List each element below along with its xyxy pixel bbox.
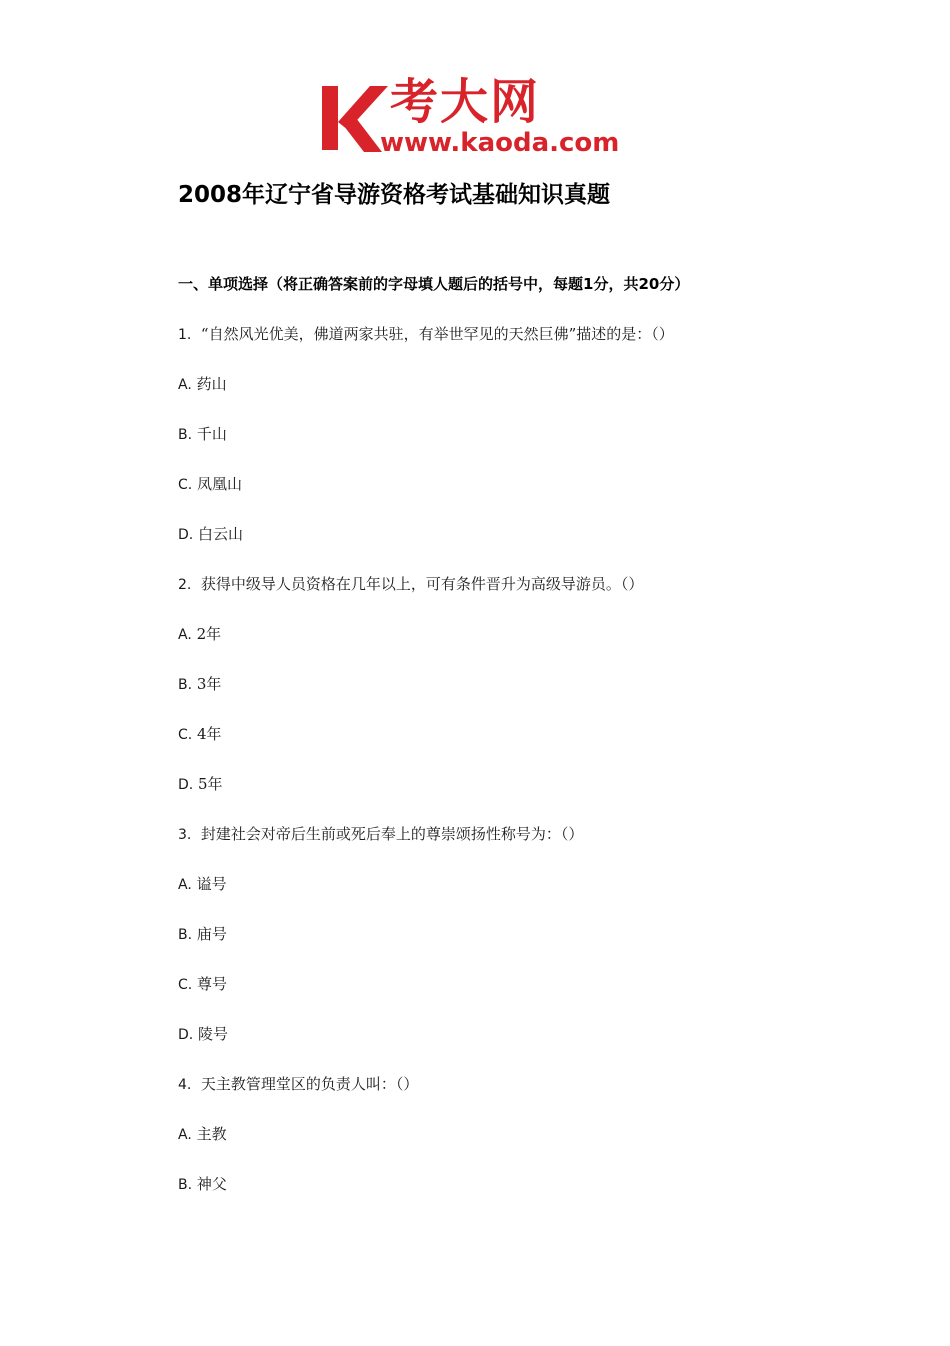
question-line — [178, 820, 878, 870]
option-label: B. — [178, 1177, 193, 1193]
option-line — [178, 670, 878, 720]
option-line — [178, 1170, 878, 1220]
option-label: D. — [178, 527, 194, 543]
section-heading: 一、单项选择（将正确答案前的字母填人题后的括号中，每题1分，共20分） — [178, 275, 690, 293]
logo-chinese-text: 考大网 — [390, 74, 541, 130]
option-text: 陵号 — [198, 1025, 229, 1043]
option-line — [178, 770, 878, 820]
question-text: 获得中级导人员资格在几年以上，可有条件晋升为高级导游员。（） — [200, 575, 644, 593]
question-number: 2. — [178, 577, 192, 593]
question-number: 3. — [178, 827, 192, 843]
option-text: 凤凰山 — [197, 475, 243, 493]
option-label: D. — [178, 1027, 194, 1043]
option-text: 千山 — [196, 425, 227, 443]
option-line — [178, 970, 878, 1020]
option-line — [178, 520, 878, 570]
option-label: A. — [178, 877, 192, 893]
question-text: 天主教管理堂区的负责人叫：（） — [200, 1075, 419, 1093]
option-text: 尊号 — [197, 975, 228, 993]
option-text: 3年 — [196, 675, 222, 693]
option-label: C. — [178, 477, 193, 493]
option-line — [178, 920, 878, 970]
option-text: 庙号 — [196, 925, 227, 943]
option-text: 5年 — [198, 775, 223, 793]
option-line — [178, 620, 878, 670]
question-number: 4. — [178, 1077, 192, 1093]
option-line — [178, 1020, 878, 1070]
question-number: 1. — [178, 327, 192, 343]
question-text: “自然风光优美，佛道两家共驻，有举世罕见的天然巨佛”描述的是：（） — [200, 325, 674, 343]
option-line — [178, 1120, 878, 1170]
document-title: 2008年辽宁省导游资格考试基础知识真题 — [178, 182, 611, 208]
option-text: 药山 — [196, 375, 227, 393]
option-text: 神父 — [196, 1175, 227, 1193]
option-line — [178, 370, 878, 420]
question-list — [178, 320, 878, 1220]
option-label: B. — [178, 677, 193, 693]
option-line — [178, 720, 878, 770]
option-label: A. — [178, 377, 192, 393]
option-label: A. — [178, 1127, 192, 1143]
option-text: 白云山 — [198, 525, 244, 543]
option-text: 主教 — [196, 1125, 227, 1143]
kaoda-logo — [318, 76, 640, 160]
option-line — [178, 470, 878, 520]
option-label: B. — [178, 927, 193, 943]
option-label: C. — [178, 977, 193, 993]
option-label: A. — [178, 627, 192, 643]
option-label: C. — [178, 727, 193, 743]
option-text: 4年 — [197, 725, 222, 743]
option-text: 谥号 — [196, 875, 227, 893]
option-line — [178, 420, 878, 470]
question-text: 封建社会对帝后生前或死后奉上的尊崇颂扬性称号为：（） — [200, 825, 584, 843]
option-label: D. — [178, 777, 194, 793]
option-text: 2年 — [196, 625, 222, 643]
question-line — [178, 1070, 878, 1120]
option-line — [178, 870, 878, 920]
k-mark-icon — [318, 82, 388, 158]
question-line — [178, 320, 878, 370]
option-label: B. — [178, 427, 193, 443]
logo-url-text: www.kaoda.com — [380, 128, 620, 158]
question-line — [178, 570, 878, 620]
